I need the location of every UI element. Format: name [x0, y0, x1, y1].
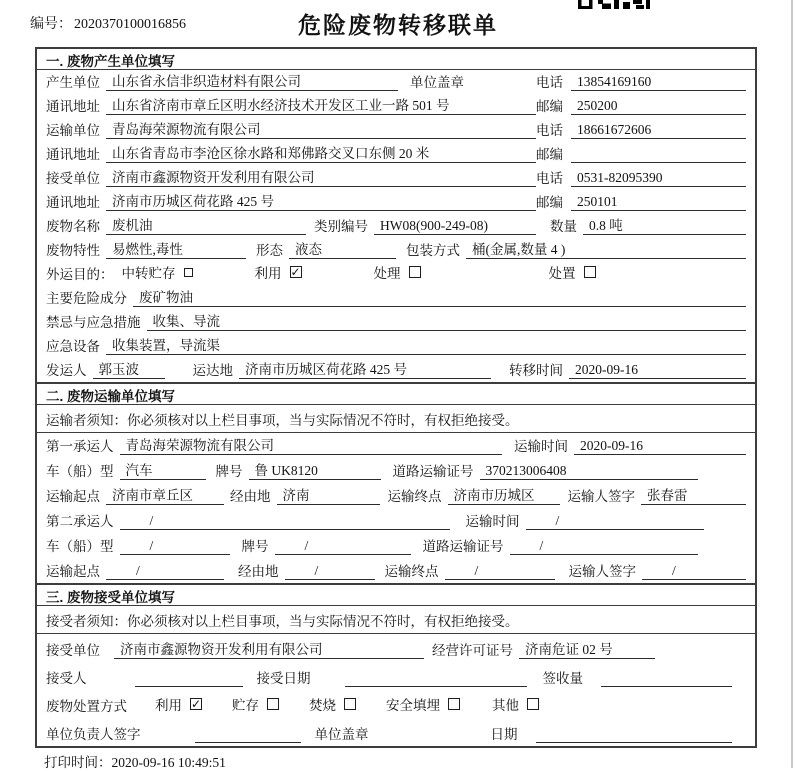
row-accept-unit: [37, 634, 755, 662]
date-label: 日期: [490, 727, 518, 742]
row-producer: [37, 70, 755, 94]
end-value: /: [445, 563, 555, 580]
zip-label: 邮编: [536, 99, 563, 114]
producer-label: 产生单位: [46, 75, 100, 90]
head-sign-value-blank: [195, 727, 301, 743]
carrier-sign-value: /: [642, 563, 746, 580]
category-label: 类别编号: [314, 219, 368, 234]
package-label: 包装方式: [406, 243, 460, 258]
hazard-label: 主要危险成分: [46, 291, 127, 306]
receiver-label: 接受单位: [46, 171, 100, 186]
phone-value: 13854169160: [571, 74, 746, 91]
row-waste-character: [37, 238, 755, 262]
origin-value: 济南市章丘区: [106, 484, 224, 505]
checkbox-store: [232, 694, 279, 715]
category-value: HW08(900-249-08): [374, 218, 536, 235]
transporter-value: 青岛海荣源物流有限公司: [106, 118, 536, 139]
end-value: 济南市历城区: [448, 484, 560, 505]
phone-label: 电话: [536, 171, 563, 186]
checkbox-other-box: [527, 698, 539, 710]
print-time: 打印时间：2020-09-16 10:49:51: [44, 755, 226, 770]
qr-code-fragment-icon: [578, 0, 650, 9]
row-transporter: [37, 118, 755, 142]
row-emergency-equipment: [37, 334, 755, 358]
carrier2-value: /: [120, 513, 450, 530]
phone-group: [536, 119, 746, 139]
checkbox-dispose-label: 处置: [548, 266, 576, 281]
carrier-sign-value: 张春雷: [641, 484, 746, 505]
transport-time-label: 运输时间: [465, 514, 520, 529]
checkbox-use-box: ✓: [191, 697, 202, 711]
origin-label: 运输起点: [46, 564, 100, 579]
purpose-label: 外运目的：: [46, 267, 114, 282]
transporter-notice: 运输者须知：你必须核对以上栏目事项，当与实际情况不符时，有权拒绝接受。: [37, 405, 755, 433]
address-label: 通讯地址: [46, 99, 100, 114]
row-hazard-component: [37, 286, 755, 310]
checkbox-other-label: 其他: [492, 698, 519, 713]
manifest-form: [35, 47, 757, 748]
checkbox-landfill: [386, 694, 460, 715]
row-receiver-address: [37, 190, 755, 214]
carrier-sign-label: 运输人签字: [567, 489, 635, 504]
checkbox-treat-label: 处理: [373, 266, 401, 281]
plate-label: 牌号: [241, 539, 269, 554]
checkbox-landfill-box: [448, 698, 460, 710]
zip-label: 邮编: [536, 195, 563, 210]
checkbox-use-label: 利用: [254, 266, 282, 281]
section-producer: [37, 49, 755, 382]
accept-date-label: 接受日期: [256, 671, 311, 686]
phone-label: 电话: [536, 123, 563, 138]
acceptor-value-blank: [135, 671, 243, 687]
transporter-label: 运输单位: [46, 123, 100, 138]
carrier1-value: 青岛海荣源物流有限公司: [120, 434, 503, 455]
head-sign-label: 单位负责人签字: [46, 727, 141, 742]
document-title: 危险废物转移联单: [298, 12, 498, 38]
checkbox-use-box: ✓: [290, 265, 301, 279]
transport-time-label: 运输时间: [514, 439, 568, 454]
checkbox-burn: [309, 694, 356, 715]
checkbox-dispose: [549, 262, 596, 283]
end-label: 运输终点: [384, 564, 439, 579]
via-value: /: [285, 563, 375, 580]
checkbox-burn-label: 焚烧: [309, 698, 336, 713]
plate-label: 牌号: [215, 464, 243, 479]
row-first-carrier: [37, 433, 755, 458]
equipment-label: 应急设备: [46, 339, 100, 354]
checkbox-transfer-storage-label: 中转贮存: [121, 266, 176, 281]
accept-date-value-blank: [345, 671, 527, 687]
destination-label: 运达地: [192, 363, 233, 378]
accept-unit-label: 接受单位: [46, 643, 100, 658]
checkbox-use: [255, 262, 302, 283]
road-license-value: /: [510, 538, 699, 555]
character-value: 易燃性,毒性: [106, 238, 246, 259]
address-value: 山东省青岛市李沧区徐水路和郑佛路交叉口东侧 20 米: [106, 142, 536, 163]
receipt-qty-value-blank: [601, 671, 732, 687]
zip-group: [536, 95, 746, 115]
equipment-value: 收集装置，导流渠: [106, 334, 746, 355]
destination-value: 济南市历城区荷花路 425 号: [239, 358, 491, 379]
vehicle-type-value: /: [120, 538, 230, 555]
unit-seal-label: 单位盖章: [410, 75, 464, 90]
permit-label: 经营许可证号: [432, 643, 513, 658]
row-purpose: [37, 262, 755, 286]
address-value: 济南市历城区荷花路 425 号: [106, 190, 536, 211]
permit-value: 济南危证 02 号: [519, 638, 655, 659]
row-waste-name: [37, 214, 755, 238]
acceptor-label: 接受人: [46, 671, 87, 686]
checkbox-store-label: 贮存: [232, 698, 259, 713]
form-value: 液态: [289, 238, 396, 259]
row-vehicle2: [37, 533, 755, 558]
document-header: [0, 6, 796, 44]
sender-label: 发运人: [46, 363, 87, 378]
road-license-label: 道路运输证号: [392, 464, 474, 479]
row-vehicle1: [37, 458, 755, 483]
zip-value: 250200: [571, 98, 746, 115]
checkbox-use-label: 利用: [155, 698, 182, 713]
transfer-time-value: 2020-09-16: [569, 362, 746, 379]
transport-time-value: 2020-09-16: [574, 438, 746, 455]
phone-label: 电话: [536, 75, 563, 90]
unit-seal-label: 单位盖章: [314, 727, 369, 742]
zip-group: [536, 191, 746, 211]
waste-name-value: 废机油: [106, 214, 306, 235]
row-head-signature: [37, 718, 755, 746]
row-second-carrier: [37, 508, 755, 533]
carrier2-label: 第二承运人: [46, 514, 114, 529]
zip-group: [536, 143, 746, 163]
carrier1-label: 第一承运人: [46, 439, 114, 454]
via-label: 经由地: [238, 564, 279, 579]
row-route2: [37, 558, 755, 583]
phone-group: [536, 71, 746, 91]
section-transporter: [37, 382, 755, 583]
package-value: 桶(金属,数量 4 ): [466, 238, 746, 259]
address-value: 山东省济南市章丘区明水经济技术开发区工业一路 501 号: [106, 94, 536, 115]
disposal-label: 废物处置方式: [46, 699, 127, 714]
hazard-value: 废矿物油: [133, 286, 746, 307]
vehicle-type-label: 车（船）型: [46, 539, 114, 554]
zip-label: 邮编: [536, 147, 563, 162]
row-receiver: [37, 166, 755, 190]
address-label: 通讯地址: [46, 195, 100, 210]
section-receiver: [37, 583, 755, 746]
document-number-label: 编号：: [30, 17, 72, 32]
row-route1: [37, 483, 755, 508]
road-license-value: 370213006408: [480, 463, 699, 480]
receipt-qty-label: 签收量: [542, 671, 583, 686]
checkbox-store-box: [267, 698, 279, 710]
checkbox-landfill-label: 安全填埋: [386, 698, 440, 713]
taboo-value: 收集、导流: [147, 310, 747, 331]
road-license-label: 道路运输证号: [422, 539, 504, 554]
receiver-value: 济南市鑫源物资开发利用有限公司: [106, 166, 536, 187]
waste-name-label: 废物名称: [46, 219, 100, 234]
origin-label: 运输起点: [46, 489, 100, 504]
checkbox-treat: [374, 262, 421, 283]
phone-value: 0531-82095390: [571, 170, 746, 187]
zip-value-blank: [571, 147, 746, 163]
taboo-label: 禁忌与应急措施: [46, 315, 141, 330]
character-label: 废物特性: [46, 243, 100, 258]
address-label: 通讯地址: [46, 147, 100, 162]
row-sender: [37, 358, 755, 382]
quantity-label: 数量: [550, 219, 577, 234]
transfer-time-label: 转移时间: [509, 363, 563, 378]
vehicle-type-value: 汽车: [120, 459, 206, 480]
plate-value: 鲁 UK8120: [249, 459, 381, 480]
origin-value: /: [106, 563, 224, 580]
end-label: 运输终点: [387, 489, 442, 504]
checkbox-transfer-storage: [122, 262, 193, 283]
checkbox-treat-box: [409, 266, 421, 278]
date-value-blank: [536, 727, 733, 743]
row-taboo-measures: [37, 310, 755, 334]
accept-unit-value: 济南市鑫源物资开发利用有限公司: [114, 638, 424, 659]
carrier-sign-label: 运输人签字: [568, 564, 636, 579]
document-number-value: 2020370100016856: [74, 17, 186, 32]
quantity-value: 0.8 吨: [583, 214, 746, 235]
phone-value: 18661672606: [571, 122, 746, 139]
checkbox-dispose-box: [584, 266, 596, 278]
section-receiver-header: 三. 废物接受单位填写: [37, 583, 755, 606]
phone-group: [536, 167, 746, 187]
section-transporter-header: 二. 废物运输单位填写: [37, 382, 755, 405]
row-producer-address: [37, 94, 755, 118]
via-value: 济南: [277, 484, 380, 505]
row-transporter-address: [37, 142, 755, 166]
page-edge-line: [791, 0, 793, 768]
producer-value: 山东省永信非织造材料有限公司: [106, 70, 398, 91]
row-acceptor: [37, 662, 755, 690]
form-label: 形态: [256, 243, 283, 258]
checkbox-other: [492, 694, 539, 715]
row-disposal-method: [37, 690, 755, 718]
checkbox-use: [155, 694, 202, 715]
plate-value: /: [275, 538, 411, 555]
checkbox-burn-box: [344, 698, 356, 710]
section-producer-header: 一. 废物产生单位填写: [37, 49, 755, 70]
zip-value: 250101: [571, 194, 746, 211]
transport-time-value: /: [526, 513, 705, 530]
receiver-notice: 接受者须知：你必须核对以上栏目事项，当与实际情况不符时，有权拒绝接受。: [37, 606, 755, 634]
via-label: 经由地: [230, 489, 271, 504]
vehicle-type-label: 车（船）型: [46, 464, 114, 479]
checkbox-transfer-storage-box: [184, 268, 193, 277]
sender-value: 郭玉波: [93, 358, 165, 379]
